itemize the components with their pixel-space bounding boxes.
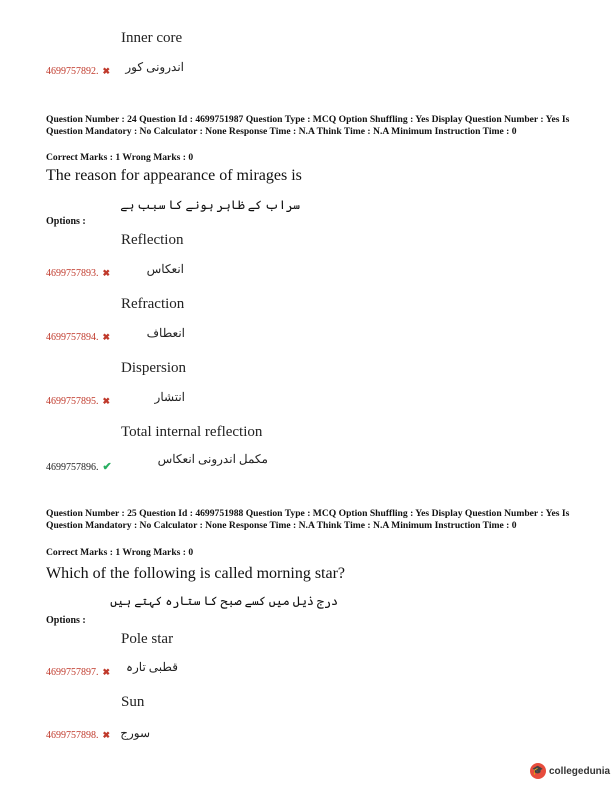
option-id xyxy=(46,730,110,741)
options-label: Options : xyxy=(46,216,86,227)
option-text-urdu: انعکاس xyxy=(146,262,184,276)
question-text: The reason for appearance of mirages is xyxy=(46,167,302,184)
option-id-label: 4699757894. xyxy=(46,332,99,343)
option-id-label: 4699757892. xyxy=(46,66,99,77)
cross-icon: ✖ xyxy=(102,667,111,677)
option-text: Pole star xyxy=(121,631,174,647)
question-text-urdu: سراب کے ظاہر ہونے کا سبب ہے xyxy=(120,198,300,212)
option-text-urdu: انعطاف xyxy=(146,326,185,340)
option-id-label: 4699757896. xyxy=(46,462,99,473)
option-id-label: 4699757898. xyxy=(46,730,99,741)
cross-icon: ✖ xyxy=(102,66,111,76)
options-label: Options : xyxy=(46,615,86,626)
option-text: Total internal reflection xyxy=(121,424,263,440)
option-id-label: 4699757893. xyxy=(46,268,99,279)
option-text: Dispersion xyxy=(121,360,186,376)
option-text-urdu: انتشار xyxy=(154,390,185,404)
question-text-urdu: درج ذیل میں کسے صبح کا ستارہ کہتے ہیں xyxy=(110,594,338,608)
option-id xyxy=(46,460,112,473)
option-text-urdu: سورج xyxy=(120,726,150,740)
option-text-urdu: قطبی تارہ xyxy=(125,660,178,674)
option-id xyxy=(46,66,110,77)
question-meta: Question Number : 24 Question Id : 4699751987 Question Type : MCQ Option Shuffling : Yes Display Question Number : Yes Is Question Mandatory : No Calculator : None Response Time : N.A Think Time : N.A Minimum Instruction Time : 0 xyxy=(46,114,570,137)
cross-icon: ✖ xyxy=(102,268,111,278)
option-id xyxy=(46,396,110,407)
option-id xyxy=(46,332,110,343)
logo-text: collegedunia xyxy=(549,765,611,777)
cross-icon: ✖ xyxy=(102,396,111,406)
option-id xyxy=(46,268,110,279)
option-id-label: 4699757895. xyxy=(46,396,99,407)
collegedunia-logo xyxy=(530,763,610,779)
option-text-urdu: اندرونی کور xyxy=(125,60,184,74)
option-id xyxy=(46,667,110,678)
question-meta: Question Number : 25 Question Id : 4699751988 Question Type : MCQ Option Shuffling : Yes Display Question Number : Yes Is Question Mandatory : No Calculator : None Response Time : N.A Think Time : N.A Minimum Instruction Time : 0 xyxy=(46,508,570,531)
option-text: Sun xyxy=(121,694,145,710)
option-id-label: 4699757897. xyxy=(46,667,99,678)
question-marks: Correct Marks : 1 Wrong Marks : 0 xyxy=(46,547,194,558)
graduate-icon: 🎓 xyxy=(530,763,546,779)
option-text: Inner core xyxy=(121,30,183,46)
question-text: Which of the following is called morning star? xyxy=(46,565,346,582)
option-text: Reflection xyxy=(121,232,184,248)
option-text: Refraction xyxy=(121,296,185,312)
option-text-urdu: مکمل اندرونی انعکاس xyxy=(157,452,268,466)
cross-icon: ✖ xyxy=(102,332,111,342)
cross-icon: ✖ xyxy=(102,730,111,740)
question-marks: Correct Marks : 1 Wrong Marks : 0 xyxy=(46,152,194,163)
check-icon: ✔ xyxy=(102,461,112,473)
